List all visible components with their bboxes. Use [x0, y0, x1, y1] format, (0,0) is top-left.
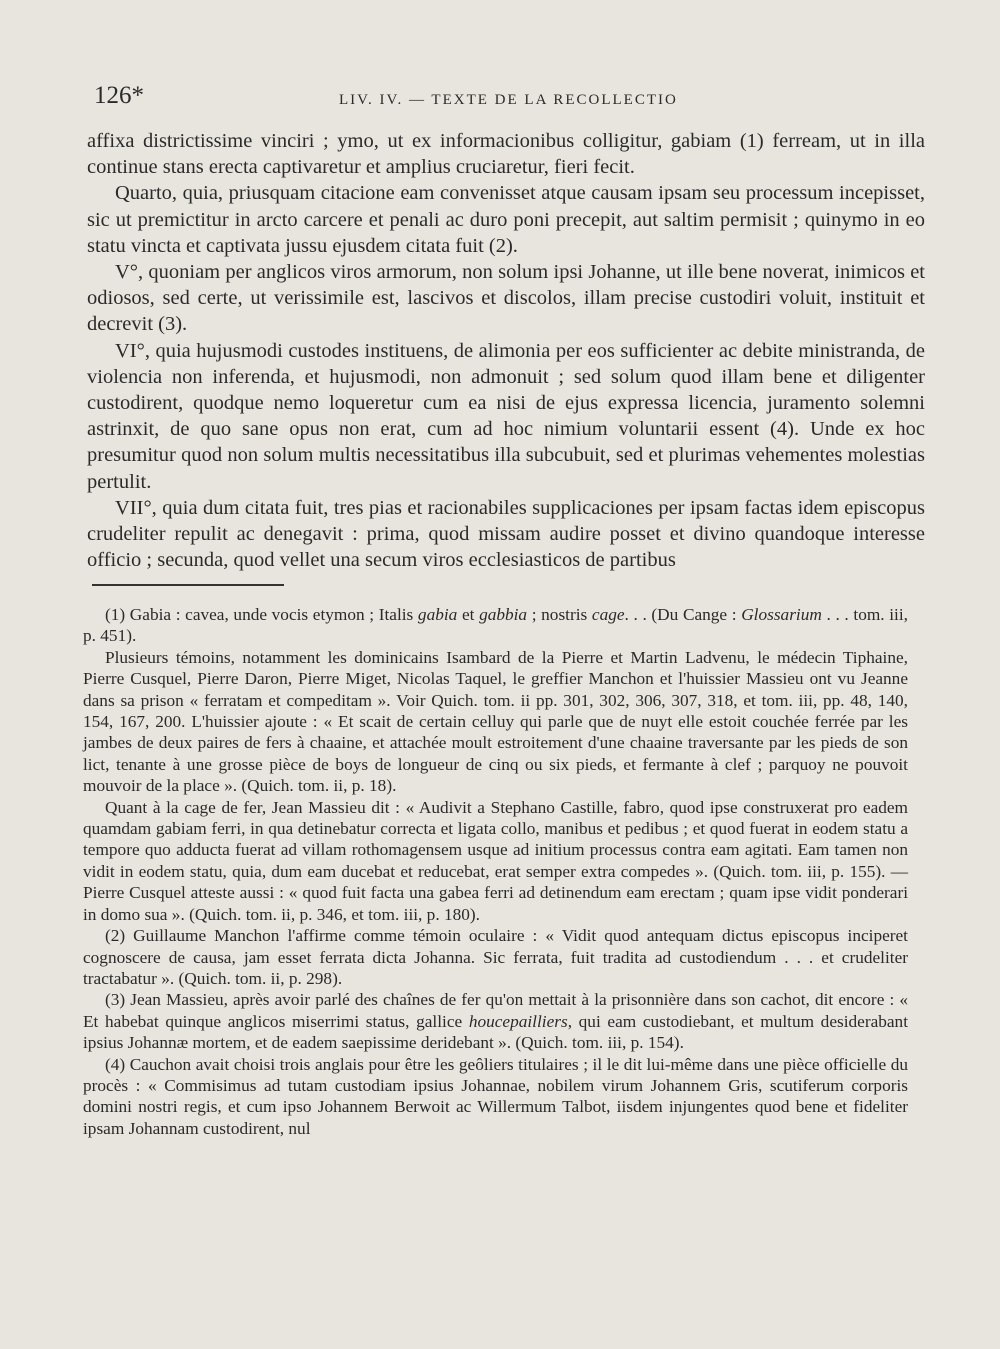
footnote-italic: gabia — [417, 605, 458, 624]
footnote-italic: Glossarium — [741, 605, 822, 624]
paragraph: VI°, quia hujusmodi custodes instituens, de alimonia per eos sufficienter ac debite ministranda, de violencia non inferenda, et hujusmodi, non admonuit ; sed solum quod illam bene et diligenter custodirent, quodque nemo loqueretur cum ea nisi de ejus expressa licencia, juramento solemni astrinxit, de quo sane opus non erat, cum ad hoc nimium voluntarii essent (4). Unde ex hoc presumitur quod non solum multis necessitatibus illa subcubuit, sed et plurimas vehementes molestias pertulit. — [87, 339, 925, 493]
paragraph: affixa districtissime vinciri ; ymo, ut ex informacionibus colligitur, gabiam (1) ferream, ut in illa continue stans erecta captivaretur et amplius cruciaretur, fieri fecit. — [87, 130, 925, 179]
footnote-3 — [83, 989, 908, 1053]
footnote-1-continued: Plusieurs témoins, notamment les dominicains Isambard de la Pierre et Martin Ladvenu, le médecin Tiphaine, Pierre Cusquel, Pierre Daron, Pierre Miget, Nicolas Taquel, le greffier Manchon et l'huissier Massieu ont vu Jeanne dans sa prison « ferratam et compeditam ». Voir Quich. tom. ii pp. 301, 302, 306, 307, 318, et tom. iii, pp. 48, 140, 154, 167, 200. L'huissier ajoute : « Et scait de certain celluy qui parle que de nuyt elle estoit couchée ferrée par les jambes de deux paires de fers à chaaine, et attachée moult estroitement d'une chaaine traversante par les pieds de son lict, tenante à une grosse pièce de boys de longueur de cinq ou six pieds, et fermante à clef ; parquoy ne pouvoit mouvoir de la place ». (Quich. tom. ii, p. 18). — [83, 647, 908, 796]
paragraph: Quarto, quia, priusquam citacione eam convenisset atque causam ipsam seu processum incepisset, sic ut premictitur in arcto carcere et penali ac duro poni precepit, aut saltim permisit ; quinymo in eo statu vincta et captivata jussu ejusdem citata fuit (2). — [87, 182, 925, 257]
footnote-text: , qui eam custodiebant, et multum desiderabant ipsius Johannæ mortem, et de eadem saepissime deridebant ». (Quich. tom. iii, p. 154). — [83, 1011, 909, 1053]
page-number: 126* — [94, 82, 144, 109]
footnote-text: (1) Gabia : cavea, unde vocis etymon ; Italis — [105, 605, 418, 624]
footnote-1-continued: Quant à la cage de fer, Jean Massieu dit : « Audivit a Stephano Castille, fabro, quod ipse construxerat pro eadem quamdam gabiam ferri, in qua detinebatur correcta et ligata collo, manibus et pedibus ; et quod fuerat in eodem statu a tempore quo adducta fuerat ad villam rothomagensem usque ad initium processus contra eam agitati. Eam tamen non vidit in eodem statu, quia, dum eam ducebat et reducebat, erat semper extra compedes ». (Quich. tom. iii, p. 155). — Pierre Cusquel atteste aussi : « quod fuit facta una gabea ferri ad detinendum eam erectam ; quam ipse vidit ponderari in domo sua ». (Quich. tom. ii, p. 346, et tom. iii, p. 180). — [83, 797, 908, 924]
footnotes — [83, 604, 908, 1139]
footnote-italic: houcepailliers — [468, 1011, 568, 1031]
footnote-text: ; nostris — [527, 605, 592, 624]
main-text — [87, 128, 925, 573]
footnote-text: . . . tom. iii, p. 451). — [83, 605, 908, 646]
running-title: LIV. IV. — TEXTE DE LA RECOLLECTIO — [339, 92, 678, 108]
paragraph: V°, quoniam per anglicos viros armorum, non solum ipsi Johanne, ut ille bene noverat, inimicos et odiosos, sed certe, ut verissimile est, lascivos et discolos, illam precise custodiri voluit, instituit et decrevit (3). — [87, 261, 925, 336]
footnote-separator — [92, 584, 284, 586]
footnote-1 — [83, 604, 908, 647]
footnote-2: (2) Guillaume Manchon l'affirme comme témoin oculaire : « Vidit quod antequam dictus episcopus inciperet cognoscere de causa, jam esset ferrata dicta Johanna. Sic ferrata, fuit tradita ad custodiendum . . . et crudeliter tractabatur ». (Quich. tom. ii, p. 298). — [83, 926, 908, 988]
footnote-italic: cage — [591, 605, 625, 624]
footnote-4: (4) Cauchon avait choisi trois anglais pour être les geôliers titulaires ; il le dit lui-même dans une pièce officielle du procès : « Commisimus ad tutam custodiam ipsius Johannae, nobilem virum Johannem Gris, scutiferum corporis domini nostri regis, et cum ipso Johannem Berwoit ac Willermum Talbot, iisdem injungentes quod bene et fideliter ipsam Johannam custodirent, nul — [83, 1054, 908, 1138]
footnote-text: (3) Jean Massieu, après avoir parlé des chaînes de fer qu'on mettait à la prisonnière dans son cachot, dit encore : « Et habebat quinque anglicos miserrimi status, gallice — [83, 990, 908, 1031]
paragraph: VII°, quia dum citata fuit, tres pias et racionabiles supplicaciones per ipsam factas idem episcopus crudeliter repulit ac denegavit : prima, quod missam audire posset et divino quandoque interesse officio ; secunda, quod vellet una secum viros ecclesiasticos de partibus — [87, 496, 925, 572]
footnote-italic: gabbia — [479, 605, 528, 624]
footnote-text: et — [457, 605, 480, 624]
page-header — [94, 82, 914, 114]
footnote-text: . . . (Du Cange : — [624, 605, 742, 624]
